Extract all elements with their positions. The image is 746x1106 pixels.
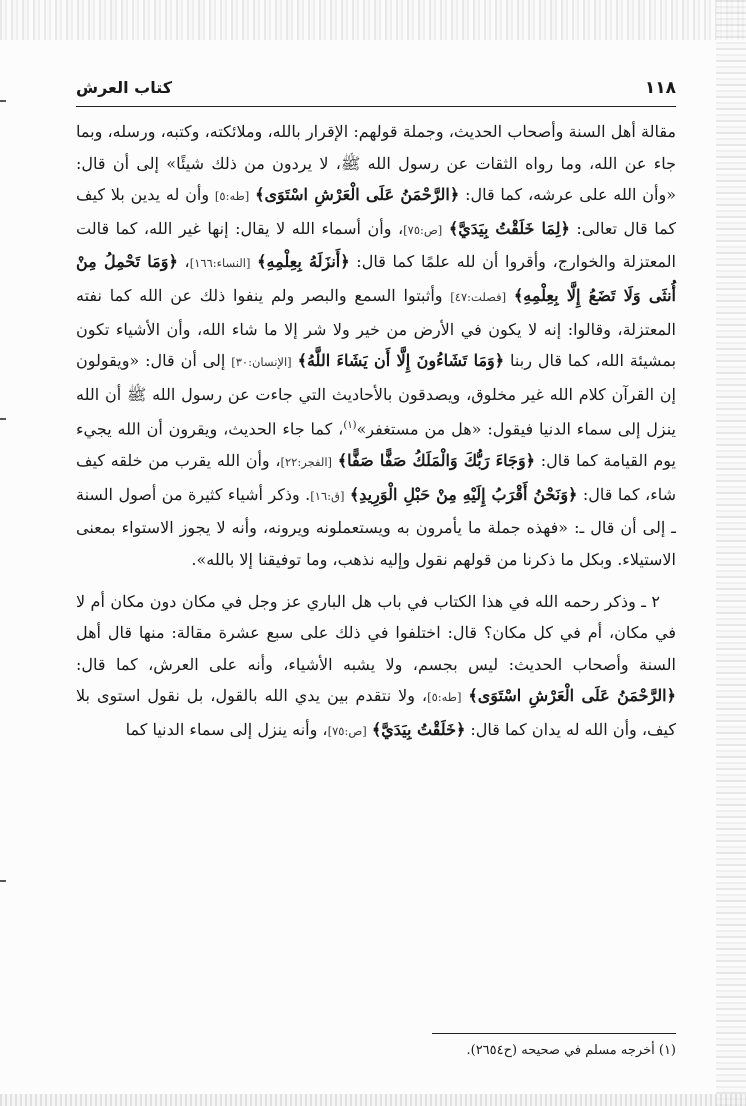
quran-verse: ﴿وَمَا تَحْمِلُ مِنْ أُنثَى وَلَا تَضَعُ إِلَّا بِعِلْمِهِ﴾ (76, 252, 676, 305)
quran-verse: ﴿وَجَاءَ رَبُّكَ وَالْمَلَكُ صَفًّا صَفًّا﴾ (337, 451, 536, 471)
footnote: (١) أخرجه مسلم في صحيحه (ح٢٦٥٤). (466, 1043, 676, 1058)
text-run: وأثبتوا السمع والبصر ولم ينفوا ذلك عن الله كما نفته المعتزلة، وقالوا: إنه لا يكون في الأرض من خير ولا شر إلا ما شاء الله، وأن الأشياء تكون بمشيئة الله، كما قال ربنا (76, 285, 677, 371)
text-run: ، (177, 252, 190, 272)
scan-edge-right (716, 0, 746, 1106)
quran-verse: ﴿خَلَقْتُ بِيَدَيَّ﴾ (371, 720, 466, 740)
text-run: وأن له يدين بلا كيف كما قال تعالى: (76, 185, 676, 238)
main-text (76, 116, 676, 748)
text-run: . وذكر أشياء كثيرة من أصول السنة ـ إلى أن قال ـ: «فهذه جملة ما يأمرون به ويستعملونه ويرونه، وأنه لا يجوز الاستواء بمعنى الاستيلاء. وبكل ما ذكرنا من قولهم نقول وإليه نذهب، وما توفيقنا إلا بالله». (76, 484, 676, 570)
page-header (76, 78, 676, 104)
text-run: ٢ ـ وذكر رحمه الله في هذا الكتاب في باب هل الباري عز وجل في مكان دون مكان أم لا في مكان، أم في كل مكان؟ قال: اختلفوا في ذلك على سبع عشرة مقالة: منها قال أهل السنة وأصحاب الحديث: ليس بجسم، ولا يشبه الأشياء، وأنه على العرش، كما قال: (76, 591, 676, 674)
text-run: ، وأنه ينزل إلى سماء الدنيا كما (125, 720, 328, 740)
paragraph (76, 586, 676, 748)
text-run: مقالة أهل السنة وأصحاب الحديث، وجملة قولهم: الإقرار بالله، وملائكته، وكتبه، ورسله، وبما جاء عن الله، وما رواه الثقات عن رسول الله ﷺ، لا يردون من ذلك شيئًا» إلى أن قال: «وأن الله على عرشه، كما قال: (76, 122, 677, 205)
verse-reference: [فصلت:٤٧] (450, 289, 507, 304)
text-run: ، كما جاء الحديث، ويقرون أن الله يجيء يوم القيامة كما قال: (76, 419, 676, 471)
margin-mark (0, 880, 6, 882)
margin-mark (0, 100, 6, 102)
verse-reference: [ص:٧٥] (403, 222, 443, 237)
verse-reference: [ق:١٦] (310, 488, 345, 503)
verse-reference: [الإنسان:٣٠] (231, 355, 292, 370)
scan-edge-top (0, 0, 746, 40)
quran-verse: ﴿وَنَحْنُ أَقْرَبُ إِلَيْهِ مِنْ حَبْلِ الْوَرِيدِ﴾ (349, 484, 578, 504)
scan-edge-bottom (0, 1094, 746, 1106)
verse-reference: [الفجر:٢٢] (280, 455, 333, 470)
quran-verse: ﴿أَنزَلَهُ بِعِلْمِهِ﴾ (257, 252, 350, 272)
text-run: ، وأن الله يقرب من خلقه كيف شاء، كما قال: (76, 451, 676, 504)
verse-reference: [ص:٧٥] (327, 724, 367, 739)
quran-verse: ﴿الرَّحْمَنُ عَلَى الْعَرْشِ اسْتَوَى﴾ (255, 185, 460, 205)
quran-verse: ﴿لِمَا خَلَقْتُ بِيَدَيَّ﴾ (448, 218, 570, 238)
verse-reference: [النساء:١٦٦] (189, 256, 251, 271)
quran-verse: ﴿الرَّحْمَنُ عَلَى الْعَرْشِ اسْتَوَى﴾ (468, 686, 676, 706)
footnote-rule (432, 1033, 676, 1034)
running-title: كتاب العرش (76, 78, 173, 97)
verse-reference: [طه:٥] (214, 189, 250, 204)
paragraph (76, 116, 676, 576)
verse-reference: [طه:٥] (427, 690, 462, 705)
header-rule (76, 106, 676, 107)
text-run: إلى أن قال: «ويقولون إن القرآن كلام الله غير مخلوق، ويصدقون بالأحاديث التي جاءت عن رسول الله ﷺ أن الله ينزل إلى سماء الدنيا فيقول: «هل من مستغفر» (76, 351, 676, 439)
quran-verse: ﴿وَمَا تَشَاءُونَ إِلَّا أَن يَشَاءَ اللَّهُ﴾ (297, 351, 505, 371)
text-run: ، وأن أسماء الله لا يقال: إنها غير الله، كما قالت المعتزلة والخوارج، وأقروا أن لله علمًا كما قال: (76, 218, 676, 272)
text-run: ، ولا نتقدم بين يدي الله بالقول، بل نقول استوى بلا كيف، وأن الله له يدان كما قال: (76, 686, 676, 740)
page-number: ١١٨ (644, 78, 676, 98)
footnote-marker: (١) (343, 420, 357, 432)
margin-mark (0, 418, 6, 420)
